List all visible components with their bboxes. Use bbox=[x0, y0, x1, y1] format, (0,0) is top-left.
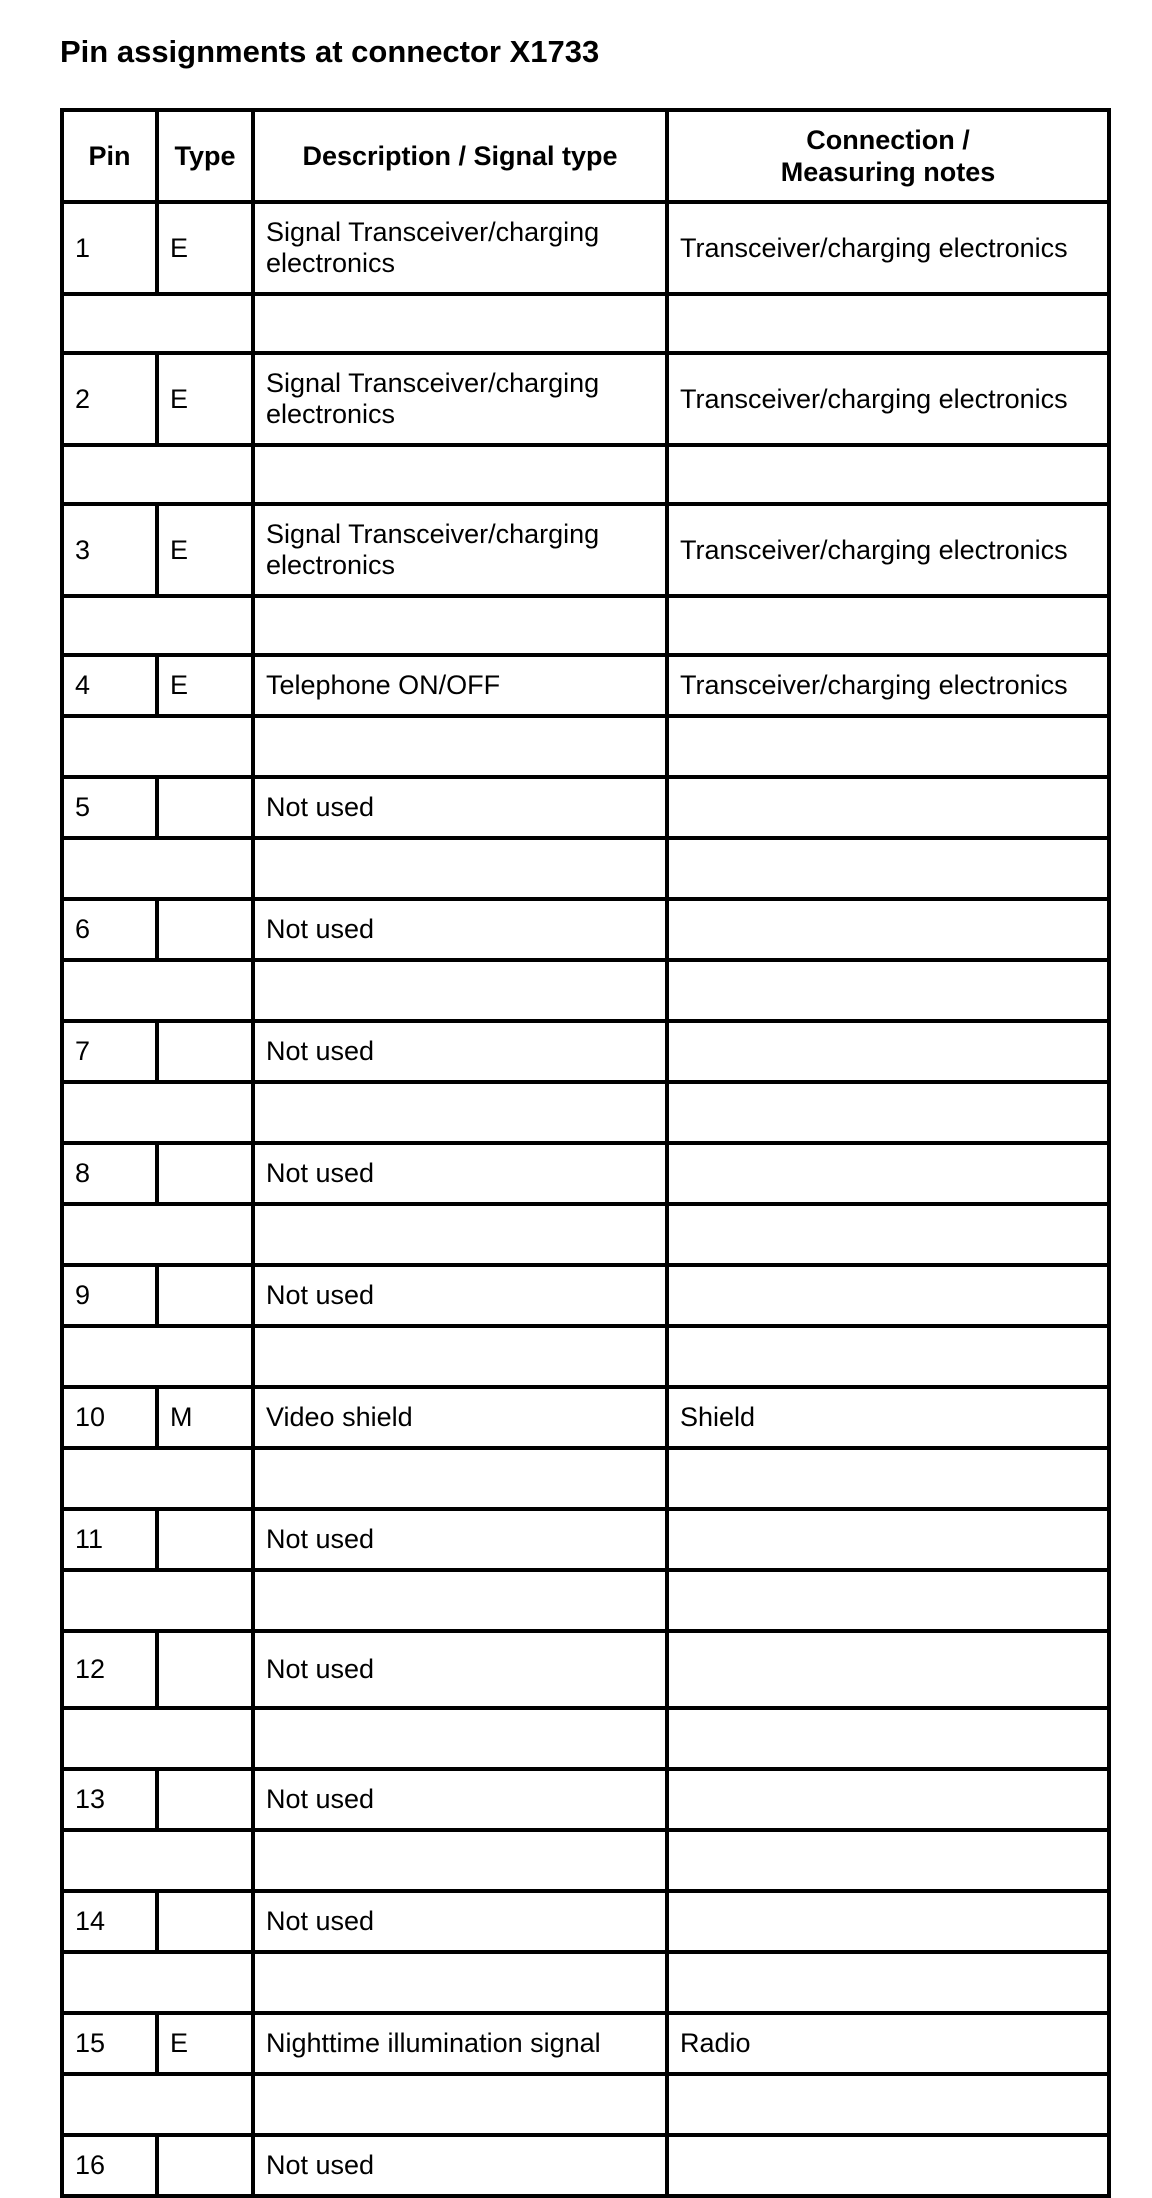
description-cell: Signal Transceiver/charging electronics bbox=[253, 504, 667, 596]
pin-cell: 16 bbox=[62, 2135, 157, 2196]
table-header-row bbox=[62, 110, 1109, 202]
table-row bbox=[62, 504, 1109, 596]
spacer-row bbox=[62, 1204, 1109, 1265]
table-row bbox=[62, 353, 1109, 445]
header-connection bbox=[667, 110, 1109, 202]
pin-cell: 1 bbox=[62, 202, 157, 294]
spacer-row bbox=[62, 445, 1109, 504]
connection-cell bbox=[667, 1509, 1109, 1570]
type-cell bbox=[157, 2135, 253, 2196]
description-cell: Not used bbox=[253, 1143, 667, 1204]
spacer-row bbox=[62, 294, 1109, 353]
pin-cell: 9 bbox=[62, 1265, 157, 1326]
connection-cell: Transceiver/charging electronics bbox=[667, 655, 1109, 716]
table-row bbox=[62, 2013, 1109, 2074]
pin-cell: 4 bbox=[62, 655, 157, 716]
table-row bbox=[62, 1509, 1109, 1570]
table-row bbox=[62, 899, 1109, 960]
table-row bbox=[62, 1631, 1109, 1708]
pin-cell: 12 bbox=[62, 1631, 157, 1708]
table-row bbox=[62, 2135, 1109, 2196]
spacer-row bbox=[62, 2074, 1109, 2135]
type-cell: M bbox=[157, 1387, 253, 1448]
spacer-row bbox=[62, 1326, 1109, 1387]
description-cell: Not used bbox=[253, 899, 667, 960]
spacer-row bbox=[62, 1708, 1109, 1769]
connection-cell: Transceiver/charging electronics bbox=[667, 353, 1109, 445]
table-row bbox=[62, 777, 1109, 838]
table-row bbox=[62, 655, 1109, 716]
connection-cell: Transceiver/charging electronics bbox=[667, 202, 1109, 294]
spacer-row bbox=[62, 1952, 1109, 2013]
pin-assignment-table bbox=[60, 108, 1111, 2198]
pin-cell: 8 bbox=[62, 1143, 157, 1204]
description-cell: Signal Transceiver/charging electronics bbox=[253, 353, 667, 445]
description-cell: Nighttime illumination signal bbox=[253, 2013, 667, 2074]
table-row bbox=[62, 1265, 1109, 1326]
connection-cell bbox=[667, 777, 1109, 838]
spacer-row bbox=[62, 1830, 1109, 1891]
pin-cell: 5 bbox=[62, 777, 157, 838]
type-cell: E bbox=[157, 353, 253, 445]
connection-cell bbox=[667, 1143, 1109, 1204]
description-cell: Not used bbox=[253, 1509, 667, 1570]
description-cell: Signal Transceiver/charging electronics bbox=[253, 202, 667, 294]
type-cell bbox=[157, 1769, 253, 1830]
description-cell: Video shield bbox=[253, 1387, 667, 1448]
header-type: Type bbox=[157, 110, 253, 202]
connection-cell: Radio bbox=[667, 2013, 1109, 2074]
type-cell bbox=[157, 1891, 253, 1952]
spacer-row bbox=[62, 1082, 1109, 1143]
connection-cell bbox=[667, 1265, 1109, 1326]
table-row bbox=[62, 1143, 1109, 1204]
header-connection-line1: Connection / bbox=[806, 125, 970, 155]
description-cell: Not used bbox=[253, 1021, 667, 1082]
spacer-row bbox=[62, 596, 1109, 655]
table-row bbox=[62, 1021, 1109, 1082]
connection-cell bbox=[667, 1631, 1109, 1708]
spacer-row bbox=[62, 716, 1109, 777]
pin-cell: 11 bbox=[62, 1509, 157, 1570]
pin-cell: 15 bbox=[62, 2013, 157, 2074]
header-description: Description / Signal type bbox=[253, 110, 667, 202]
connection-cell bbox=[667, 899, 1109, 960]
header-pin: Pin bbox=[62, 110, 157, 202]
connection-cell bbox=[667, 1021, 1109, 1082]
spacer-row bbox=[62, 960, 1109, 1021]
spacer-row bbox=[62, 1570, 1109, 1631]
type-cell bbox=[157, 1631, 253, 1708]
table-row bbox=[62, 1769, 1109, 1830]
type-cell bbox=[157, 777, 253, 838]
pin-cell: 3 bbox=[62, 504, 157, 596]
description-cell: Not used bbox=[253, 2135, 667, 2196]
type-cell bbox=[157, 1265, 253, 1326]
type-cell: E bbox=[157, 655, 253, 716]
page-title: Pin assignments at connector X1733 bbox=[60, 34, 600, 69]
header-connection-line2: Measuring notes bbox=[780, 157, 996, 187]
description-cell: Not used bbox=[253, 777, 667, 838]
connection-cell bbox=[667, 1891, 1109, 1952]
description-cell: Not used bbox=[253, 1631, 667, 1708]
table-row bbox=[62, 202, 1109, 294]
type-cell bbox=[157, 1021, 253, 1082]
type-cell: E bbox=[157, 2013, 253, 2074]
spacer-row bbox=[62, 838, 1109, 899]
description-cell: Telephone ON/OFF bbox=[253, 655, 667, 716]
connection-cell: Shield bbox=[667, 1387, 1109, 1448]
pin-cell: 7 bbox=[62, 1021, 157, 1082]
description-cell: Not used bbox=[253, 1265, 667, 1326]
type-cell bbox=[157, 1143, 253, 1204]
type-cell bbox=[157, 1509, 253, 1570]
table-row bbox=[62, 1387, 1109, 1448]
pin-cell: 2 bbox=[62, 353, 157, 445]
description-cell: Not used bbox=[253, 1891, 667, 1952]
connection-cell bbox=[667, 1769, 1109, 1830]
pin-cell: 10 bbox=[62, 1387, 157, 1448]
pin-cell: 13 bbox=[62, 1769, 157, 1830]
spacer-row bbox=[62, 1448, 1109, 1509]
pin-cell: 6 bbox=[62, 899, 157, 960]
table-row bbox=[62, 1891, 1109, 1952]
type-cell bbox=[157, 899, 253, 960]
type-cell: E bbox=[157, 504, 253, 596]
pin-cell: 14 bbox=[62, 1891, 157, 1952]
connection-cell: Transceiver/charging electronics bbox=[667, 504, 1109, 596]
description-cell: Not used bbox=[253, 1769, 667, 1830]
connection-cell bbox=[667, 2135, 1109, 2196]
type-cell: E bbox=[157, 202, 253, 294]
